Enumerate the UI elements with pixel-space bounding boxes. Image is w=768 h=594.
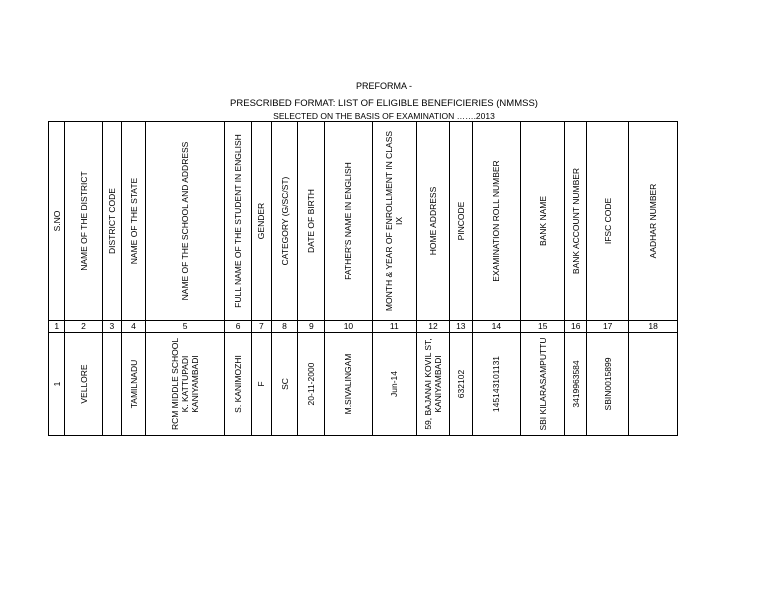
- column-number: 3: [102, 321, 122, 333]
- header-label: CATEGORY (G/SC/ST): [279, 176, 290, 266]
- header-cell: [372, 122, 416, 321]
- table-cell: [449, 333, 472, 436]
- header-cell: [449, 122, 472, 321]
- header-cell: [325, 122, 372, 321]
- header-label: BANK ACCOUNT NUMBER: [570, 167, 581, 275]
- table-cell: [521, 333, 565, 436]
- header-cell: [416, 122, 449, 321]
- cell-value: M.SIVALINGAM: [343, 353, 354, 415]
- header-label: S.NO: [51, 210, 62, 232]
- header-label: MONTH & YEAR OF ENROLLMENT IN CLASS IX: [384, 130, 405, 312]
- table-row: [49, 333, 678, 436]
- cell-value: 3419963584: [570, 360, 581, 408]
- header-label: NAME OF THE SCHOOL AND ADDRESS: [180, 141, 191, 301]
- header-cell: [271, 122, 298, 321]
- column-number: 9: [298, 321, 325, 333]
- header-cell: [49, 122, 65, 321]
- header-label: EXAMINATION ROLL NUMBER: [491, 160, 502, 282]
- table-cell: [416, 333, 449, 436]
- column-number-row: [49, 321, 678, 333]
- cell-value: 145143101131: [491, 355, 502, 413]
- column-number: 7: [252, 321, 272, 333]
- header-cell: [65, 122, 102, 321]
- column-number: 6: [225, 321, 252, 333]
- header-label: BANK NAME: [537, 195, 548, 247]
- column-number: 13: [449, 321, 472, 333]
- column-number: 8: [271, 321, 298, 333]
- header-label: FATHER'S NAME IN ENGLISH: [343, 162, 354, 280]
- table-cell: [225, 333, 252, 436]
- header-label: NAME OF THE STATE: [128, 177, 139, 265]
- table-cell: [472, 333, 520, 436]
- header-label: DATE OF BIRTH: [306, 189, 317, 253]
- cell-value: S. KANIMOZHI: [233, 355, 244, 413]
- cell-value: SC: [279, 378, 290, 390]
- header-cell: [629, 122, 678, 321]
- header-label: DISTRICT CODE: [106, 188, 117, 254]
- column-number: 12: [416, 321, 449, 333]
- table-cell: [49, 333, 65, 436]
- header-cell: [565, 122, 587, 321]
- header-cell: [225, 122, 252, 321]
- header-cell: [298, 122, 325, 321]
- cell-value: 1: [51, 381, 62, 387]
- cell-value: 59, BAJANAI KOVIL ST, KANIYAMBADI: [422, 338, 443, 430]
- column-number: 10: [325, 321, 372, 333]
- column-number: 11: [372, 321, 416, 333]
- header-row: [49, 122, 678, 321]
- header-label: GENDER: [256, 202, 267, 240]
- cell-value: F: [256, 381, 267, 387]
- header-cell: [102, 122, 122, 321]
- header-cell: [521, 122, 565, 321]
- table-cell: [565, 333, 587, 436]
- table-cell: [122, 333, 146, 436]
- header-cell: [587, 122, 629, 321]
- column-number: 16: [565, 321, 587, 333]
- table-cell: [629, 333, 678, 436]
- document-subtitle: PRESCRIBED FORMAT: LIST OF ELIGIBLE BENEFICIERIES (NMMSS): [230, 98, 538, 109]
- table-cell: [145, 333, 224, 436]
- cell-value: RCM MIDDLE SCHOOL K. KATTUPADI KANIYAMBADI: [170, 337, 201, 431]
- header-cell: [145, 122, 224, 321]
- cell-value: TAMILNADU: [128, 359, 139, 409]
- column-number: 17: [587, 321, 629, 333]
- cell-value: 20-11-2000: [306, 362, 317, 406]
- table-cell: [298, 333, 325, 436]
- header-cell: [472, 122, 520, 321]
- column-number: 5: [145, 321, 224, 333]
- column-number: 15: [521, 321, 565, 333]
- column-number: 1: [49, 321, 65, 333]
- column-number: 4: [122, 321, 146, 333]
- table-cell: [252, 333, 272, 436]
- cell-value: SBI KILARASAMPUTTU: [537, 337, 548, 431]
- header-label: FULL NAME OF THE STUDENT IN ENGLISH: [233, 134, 244, 308]
- column-number: 2: [65, 321, 102, 333]
- table-cell: [65, 333, 102, 436]
- table-cell: [102, 333, 122, 436]
- cell-value: SBIN0015899: [602, 357, 613, 411]
- header-label: AADHAR NUMBER: [648, 183, 659, 259]
- header-label: PINCODE: [455, 201, 466, 241]
- column-number: 18: [629, 321, 678, 333]
- header-label: IFSC CODE: [602, 197, 613, 245]
- table-cell: [587, 333, 629, 436]
- table-cell: [372, 333, 416, 436]
- header-cell: [252, 122, 272, 321]
- header-label: HOME ADDRESS: [427, 186, 438, 256]
- cell-value: Jun-14: [389, 371, 400, 397]
- header-label: NAME OF THE DISTRICT: [78, 171, 89, 271]
- table-cell: [325, 333, 372, 436]
- document-selection-note: SELECTED ON THE BASIS OF EXAMINATION …….2013: [273, 111, 495, 121]
- beneficiaries-table: [48, 121, 678, 436]
- header-cell: [122, 122, 146, 321]
- cell-value: VELLORE: [78, 364, 89, 404]
- document-title: PREFORMA -: [355, 81, 412, 91]
- cell-value: 632102: [455, 369, 466, 399]
- table-cell: [271, 333, 298, 436]
- column-number: 14: [472, 321, 520, 333]
